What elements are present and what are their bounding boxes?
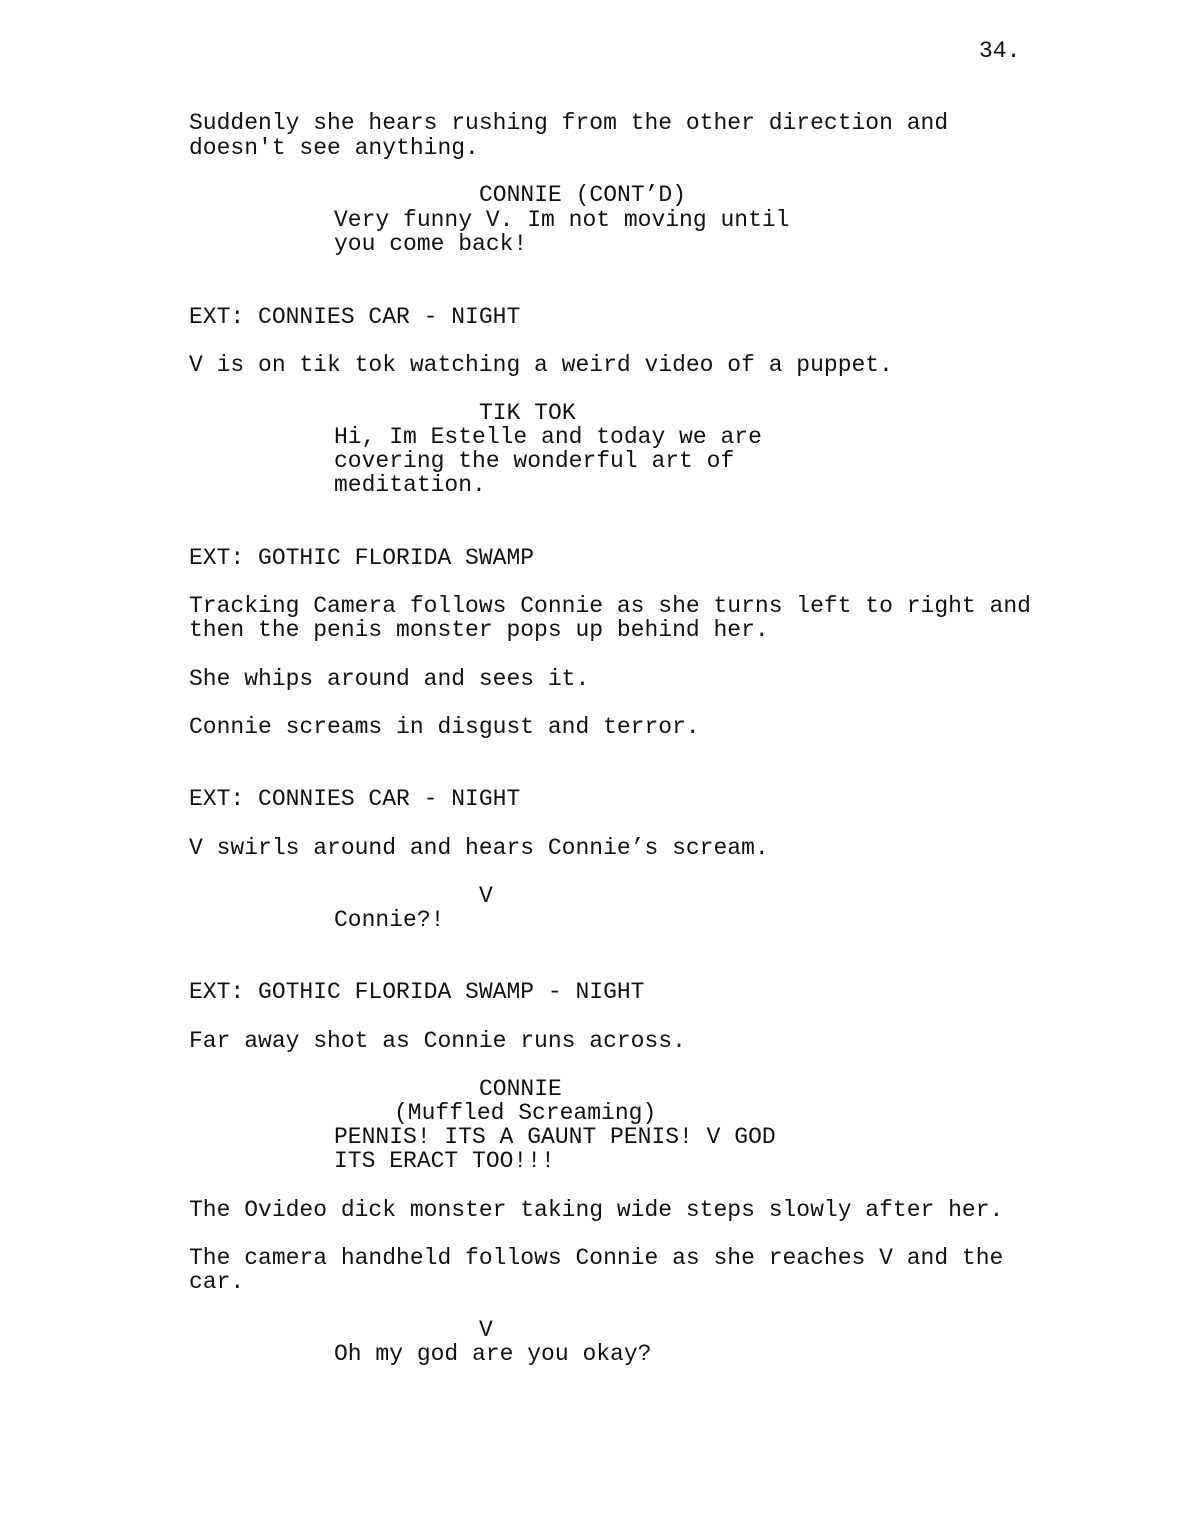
action-line: The camera handheld follows Connie as she reaches V and the [189, 1245, 1004, 1271]
action-line: Connie screams in disgust and terror. [189, 714, 700, 740]
scene-heading: EXT: GOTHIC FLORIDA SWAMP [189, 545, 535, 571]
character-name: CONNIE [479, 1076, 562, 1102]
character-name: V [479, 883, 493, 909]
dialogue-line: PENNIS! ITS A GAUNT PENIS! V GOD [334, 1124, 776, 1150]
action-line: Far away shot as Connie runs across. [189, 1028, 686, 1054]
page-number: 34. [979, 38, 1021, 64]
character-name: CONNIE (CONT’D) [479, 182, 687, 208]
parenthetical: (Muffled Screaming) [394, 1100, 657, 1126]
action-line: The Ovideo dick monster taking wide steps slowly after her. [189, 1197, 1004, 1223]
scene-heading: EXT: GOTHIC FLORIDA SWAMP - NIGHT [189, 979, 645, 1005]
dialogue-line: you come back! [334, 231, 528, 257]
dialogue-line: Very funny V. Im not moving until [334, 207, 790, 233]
action-line: Tracking Camera follows Connie as she turns left to right and [189, 593, 1031, 619]
action-line: V is on tik tok watching a weird video of a puppet. [189, 352, 893, 378]
action-line: doesn't see anything. [189, 135, 479, 161]
dialogue-line: Hi, Im Estelle and today we are [334, 424, 762, 450]
dialogue-line: Oh my god are you okay? [334, 1341, 652, 1367]
action-line: Suddenly she hears rushing from the other direction and [189, 110, 949, 136]
scene-heading: EXT: CONNIES CAR - NIGHT [189, 304, 521, 330]
dialogue-line: Connie?! [334, 907, 445, 933]
character-name: TIK TOK [479, 400, 576, 426]
dialogue-line: meditation. [334, 472, 486, 498]
action-line: She whips around and sees it. [189, 666, 590, 692]
action-line: then the penis monster pops up behind her. [189, 617, 769, 643]
action-line: car. [189, 1269, 245, 1295]
character-name: V [479, 1317, 493, 1343]
action-line: V swirls around and hears Connie’s scream. [189, 835, 769, 861]
dialogue-line: ITS ERACT TOO!!! [334, 1148, 555, 1174]
scene-heading: EXT: CONNIES CAR - NIGHT [189, 786, 521, 812]
dialogue-line: covering the wonderful art of [334, 448, 735, 474]
